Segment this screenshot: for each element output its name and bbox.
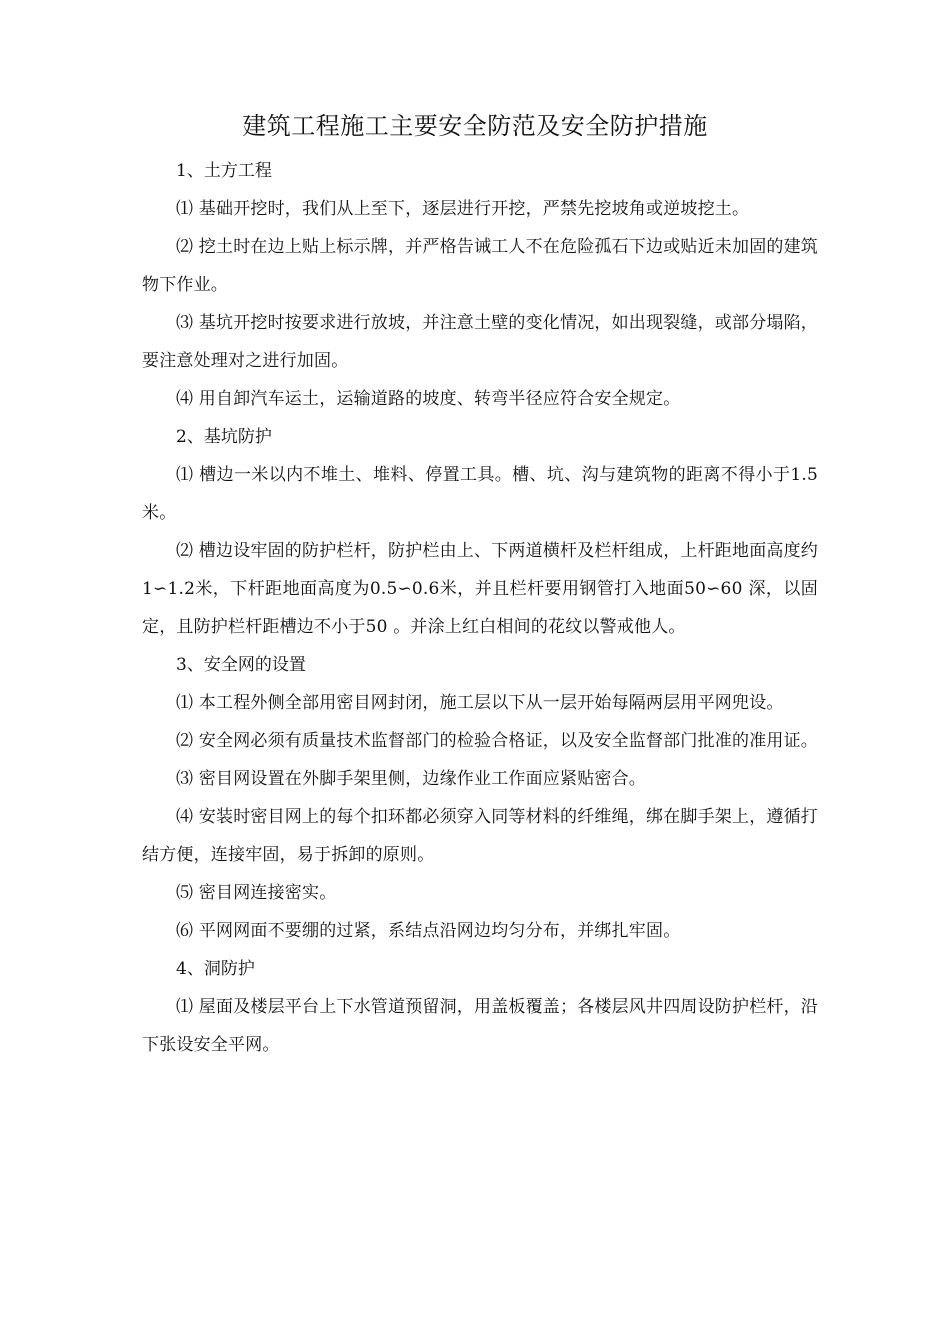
section-heading: 2、基坑防护	[176, 427, 272, 447]
section-heading: 3、安全网的设置	[176, 655, 306, 675]
section-heading: 4、洞防护	[176, 959, 255, 979]
paragraph: ⑵ 槽边设牢固的防护栏杆，防护栏由上、下两道横杆及栏杆组成，上杆距地面高度约1∽1.2米，下杆距地面高度为0.5∽0.6米，并且栏杆要用钢管打入地面50∽60 深，以固定，且防护栏杆距槽边不小于50 。并涂上红白相间的花纹以警戒他人。	[142, 541, 819, 637]
paragraph: ⑴ 槽边一米以内不堆土、堆料、停置工具。槽、坑、沟与建筑物的距离不得小于1.5米。	[142, 465, 818, 523]
paragraph: ⑸ 密目网连接密实。	[176, 883, 337, 903]
paragraph: ⑵ 挖土时在边上贴上标示牌，并严格告诫工人不在危险孤石下边或贴近未加固的建筑物下作业。	[142, 237, 819, 295]
paragraph: ⑵ 安全网必须有质量技术监督部门的检验合格证，以及安全监督部门批准的准用证。	[176, 731, 819, 751]
paragraph: ⑷ 安装时密目网上的每个扣环都必须穿入同等材料的纤维绳，绑在脚手架上，遵循打结方便，连接牢固，易于拆卸的原则。	[142, 807, 819, 865]
paragraph: ⑴ 本工程外侧全部用密目网封闭，施工层以下从一层开始每隔两层用平网兜设。	[176, 693, 784, 713]
document-title: 建筑工程施工主要安全防范及安全防护措施	[242, 112, 708, 140]
paragraph: ⑴ 基础开挖时，我们从上至下，逐层进行开挖，严禁先挖坡角或逆坡挖土。	[176, 199, 750, 219]
paragraph: ⑷ 用自卸汽车运土，运输道路的坡度、转弯半径应符合安全规定。	[176, 389, 681, 409]
paragraph: ⑴ 屋面及楼层平台上下水管道预留洞，用盖板覆盖；各楼层风井四周设防护栏杆，沿下张设安全平网。	[142, 997, 819, 1055]
paragraph: ⑹ 平网网面不要绷的过紧，系结点沿网边均匀分布，并绑扎牢固。	[176, 921, 681, 941]
paragraph: ⑶ 基坑开挖时按要求进行放坡，并注意土壁的变化情况，如出现裂缝，或部分塌陷，要注意处理对之进行加固。	[142, 313, 819, 371]
document-body	[142, 152, 818, 1064]
section-heading: 1、土方工程	[176, 161, 272, 181]
paragraph: ⑶ 密目网设置在外脚手架里侧，边缘作业工作面应紧贴密合。	[176, 769, 647, 789]
